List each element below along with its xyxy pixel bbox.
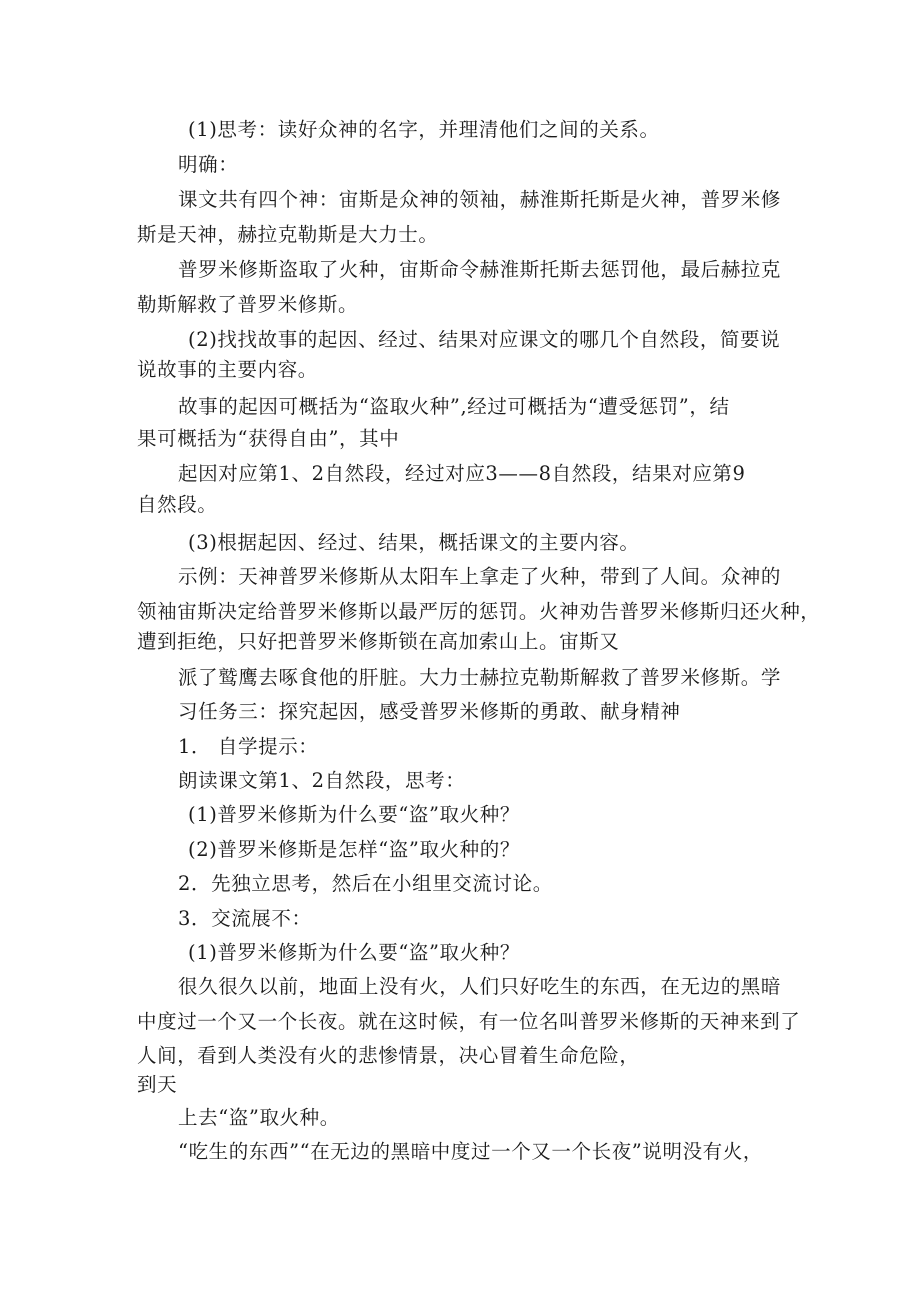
text-line: (1)普罗米修斯为什么要“盗”取火种？	[188, 803, 520, 826]
text-line: 普罗米修斯盗取了火种，宙斯命令赫淮斯托斯去惩罚他，最后赫拉克	[178, 258, 782, 281]
text-line: 明确：	[178, 153, 239, 176]
text-line: 果可概括为“获得自由”，其中	[137, 427, 400, 450]
text-line: 到天	[137, 1073, 178, 1096]
text-line: 2．先独立思考，然后在小组里交流讨论。	[178, 872, 553, 895]
text-line: 派了鹫鹰去啄食他的肝脏。大力士赫拉克勒斯解救了普罗米修斯。学	[178, 666, 782, 689]
text-line: 上去“盗”取火种。	[178, 1106, 340, 1129]
text-line: 人间，看到人类没有火的悲惨情景，决心冒着生命危险，	[137, 1044, 640, 1067]
text-line: 示例：天神普罗米修斯从太阳车上拿走了火种，带到了人间。众神的	[178, 565, 782, 588]
text-line: 遭到拒绝，只好把普罗米修斯锁在高加索山上。宙斯又	[137, 630, 620, 653]
text-line: 自然段。	[137, 493, 218, 516]
text-line: 3．交流展不：	[178, 907, 312, 930]
text-line: “吃生的东西”“在无边的黑暗中度过一个又一个长夜”说明没有火，	[178, 1140, 763, 1163]
text-line: 中度过一个又一个长夜。就在这时候，有一位名叫普罗米修斯的天神来到了	[137, 1010, 801, 1033]
text-line: (2)普罗米修斯是怎样“盗”取火种的？	[188, 838, 520, 861]
text-line: 课文共有四个神：宙斯是众神的领袖，赫淮斯托斯是火神，普罗米修	[178, 188, 782, 211]
text-line: 起因对应第1、2自然段，经过对应3——8自然段，结果对应第9	[178, 462, 746, 485]
text-line: (1)普罗米修斯为什么要“盗”取火种？	[188, 941, 520, 964]
text-line: (3)根据起因、经过、结果，概括课文的主要内容。	[188, 531, 640, 554]
text-line: 习任务三：探究起因，感受普罗米修斯的勇敢、献身精神	[178, 700, 681, 723]
text-line: (1)思考：读好众神的名字，并理清他们之间的关系。	[188, 118, 660, 141]
text-line: 领袖宙斯决定给普罗米修斯以最严厉的惩罚。火神劝告普罗米修斯归还火种，	[137, 600, 821, 623]
text-line: 斯是天神，赫拉克勒斯是大力士。	[137, 223, 439, 246]
text-line: 朗读课文第1、2自然段，思考：	[178, 769, 466, 792]
text-line: 1． 自学提示：	[178, 735, 319, 758]
text-line: 故事的起因可概括为“盗取火种”,经过可概括为“遭受惩罚”，结	[178, 395, 730, 418]
text-line: 勒斯解救了普罗米修斯。	[137, 293, 359, 316]
text-line: 说故事的主要内容。	[137, 358, 318, 381]
text-line: (2)找找故事的起因、经过、结果对应课文的哪几个自然段，简要说	[188, 328, 781, 351]
text-line: 很久很久以前，地面上没有火，人们只好吃生的东西，在无边的黑暗	[178, 975, 782, 998]
